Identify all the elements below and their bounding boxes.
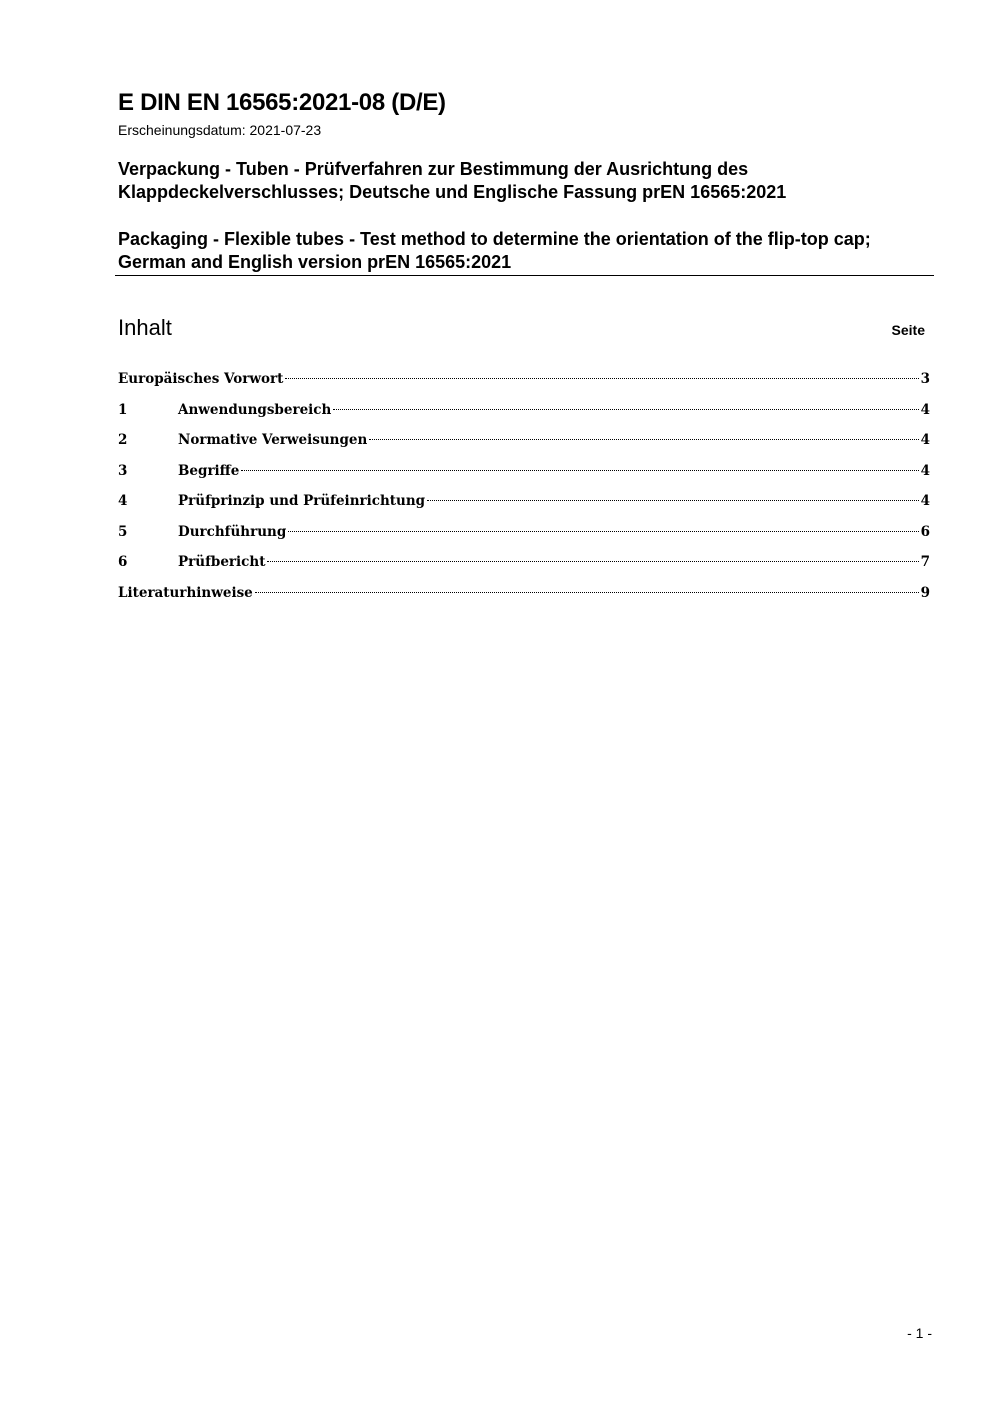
toc-entry-page: 4	[920, 493, 930, 509]
toc-entry[interactable]	[118, 491, 930, 522]
toc-entry-number: 6	[118, 554, 128, 570]
toc-dot-leader	[241, 470, 918, 471]
toc-entry-title: Begriffe	[178, 462, 240, 479]
toc-entry[interactable]	[118, 522, 930, 553]
toc-entry-page: 4	[920, 462, 930, 479]
toc-entry-page: 6	[920, 523, 930, 540]
toc-entry-number: 4	[118, 493, 128, 509]
toc-entry[interactable]	[118, 430, 930, 461]
title-german: Verpackung - Tuben - Prüfverfahren zur Bestimmung der Ausrichtung des Klappdeckelverschlusses; Deutsche und Englische Fassung prEN 16565:2021	[118, 159, 787, 202]
toc-entry-title: Durchführung	[178, 523, 287, 540]
toc-entry-number: 3	[118, 462, 128, 479]
toc-entry-title: Literaturhinweise	[118, 584, 253, 601]
toc-page-column-label: Seite	[891, 322, 925, 338]
toc-entry[interactable]	[118, 369, 930, 400]
toc-entry[interactable]	[118, 552, 930, 583]
toc-dot-leader	[427, 500, 919, 501]
toc-dot-leader	[285, 378, 918, 379]
toc-dot-leader	[288, 531, 918, 532]
toc-entry-number: 1	[118, 401, 128, 418]
toc-entry-page: 4	[920, 401, 930, 418]
toc-entry-title: Anwendungsbereich	[178, 401, 332, 418]
toc-entry-page: 9	[920, 584, 930, 601]
title-english: Packaging - Flexible tubes - Test method to determine the orientation of the flip-top cap; German and English version prEN 16565:2021	[118, 229, 871, 272]
toc-entry[interactable]	[118, 400, 930, 431]
toc-entry-number: 5	[118, 523, 128, 540]
page-number: - 1 -	[907, 1325, 932, 1341]
toc-dot-leader	[267, 561, 918, 562]
title-divider	[115, 275, 934, 276]
toc-entry-page: 3	[920, 371, 930, 387]
toc-entry-title: Europäisches Vorwort	[118, 371, 284, 387]
toc-entry-title: Normative Verweisungen	[178, 432, 368, 448]
toc-dot-leader	[369, 439, 918, 440]
toc-entry-title: Prüfprinzip und Prüfeinrichtung	[178, 493, 426, 509]
toc-dot-leader	[255, 592, 919, 593]
toc-entry-page: 4	[920, 432, 930, 448]
toc-entry-title: Prüfbericht	[178, 554, 266, 570]
toc-heading: Inhalt	[118, 315, 172, 340]
document-id: E DIN EN 16565:2021-08 (D/E)	[118, 89, 446, 116]
toc-dot-leader	[333, 409, 918, 410]
toc-entry[interactable]	[118, 461, 930, 492]
publication-date: Erscheinungsdatum: 2021-07-23	[118, 122, 322, 138]
toc-entry-number: 2	[118, 432, 128, 448]
toc-entry-page: 7	[920, 554, 930, 570]
table-of-contents	[118, 369, 930, 613]
toc-entry[interactable]	[118, 583, 930, 614]
